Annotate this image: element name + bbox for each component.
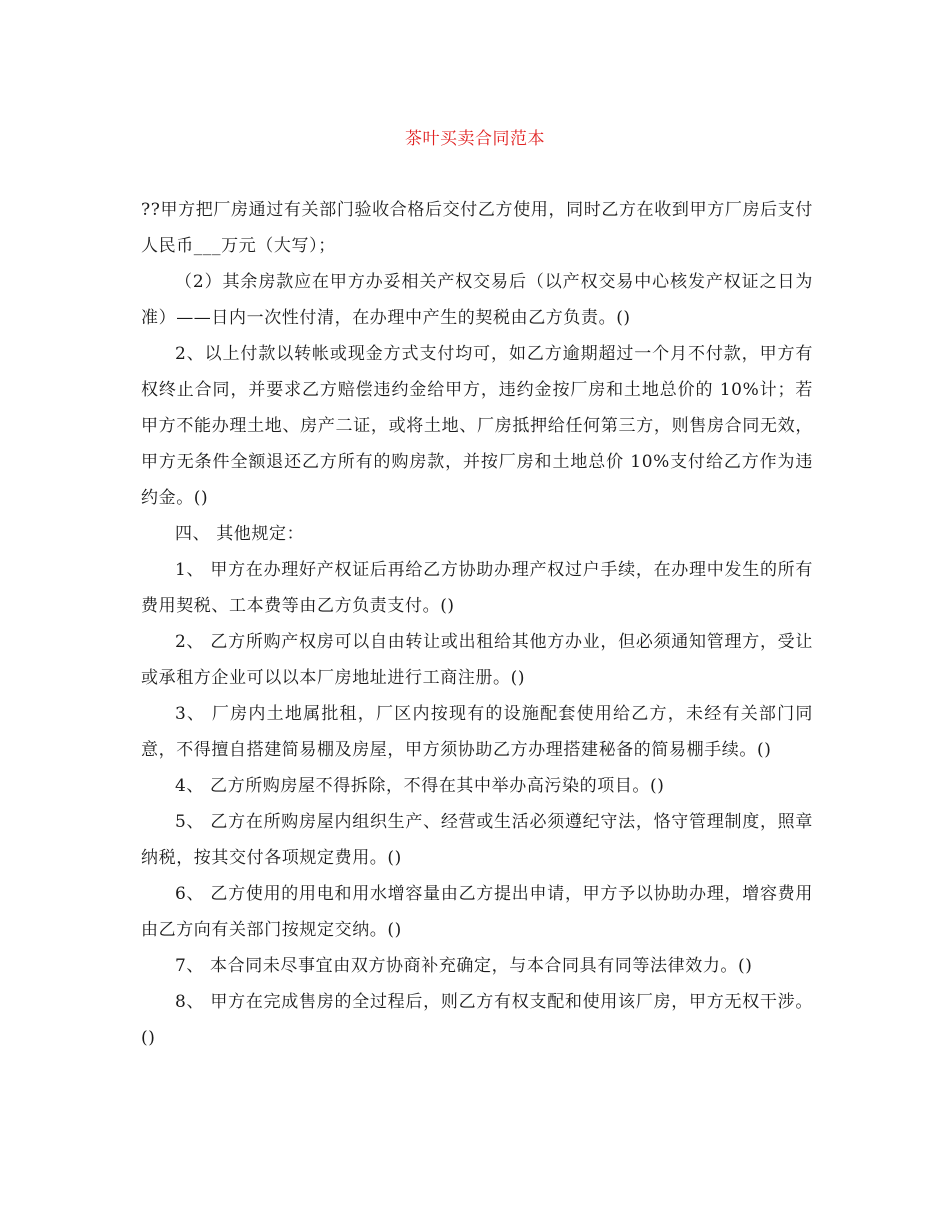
clause-3: 3、 厂房内土地属批租，厂区内按现有的设施配套使用给乙方，未经有关部门同意，不得擅自搭建简易棚及房屋，甲方须协助乙方办理搭建秘备的简易棚手续。() — [141, 704, 813, 760]
clause-8: 8、 甲方在完成售房的全过程后，则乙方有权支配和使用该厂房，甲方无权干涉。() — [141, 992, 813, 1048]
document-title: 茶叶买卖合同范本 — [405, 129, 545, 149]
clause-5: 5、 乙方在所购房屋内组织生产、经营或生活必须遵纪守法，恪守管理制度，照章纳税，按其交付各项规定费用。() — [141, 812, 813, 868]
clause-6: 6、 乙方使用的用电和用水增容量由乙方提出申请，甲方予以协助办理，增容费用由乙方向有关部门按规定交纳。() — [141, 884, 813, 940]
section-heading-other-rules: 四、 其他规定： — [175, 524, 305, 544]
clause-1: 1、 甲方在办理好产权证后再给乙方协助办理产权过户手续，在办理中发生的所有费用契税、工本费等由乙方负责支付。() — [141, 560, 813, 616]
clause-4: 4、 乙方所购房屋不得拆除，不得在其中举办高污染的项目。() — [175, 776, 665, 796]
paragraph-payment-first: ??甲方把厂房通过有关部门验收合格后交付乙方使用，同时乙方在收到甲方厂房后支付人民币___万元（大写）； — [141, 200, 813, 256]
paragraph-payment-terms: 2、以上付款以转帐或现金方式支付均可，如乙方逾期超过一个月不付款，甲方有权终止合同，并要求乙方赔偿违约金给甲方，违约金按厂房和土地总价的 10%计；若甲方不能办理土地、房产二证，或将土地、厂房抵押给任何第三方，则售房合同无效，甲方无条件全额退还乙方所有的购房款，并按厂房和土地总价 10%支付给乙方作为违约金。() — [141, 344, 813, 508]
document-body — [141, 192, 813, 1056]
paragraph-remaining-payment: （2）其余房款应在甲方办妥相关产权交易后（以产权交易中心核发产权证之日为准）——日内一次性付清，在办理中产生的契税由乙方负责。() — [141, 272, 813, 328]
clause-2: 2、 乙方所购产权房可以自由转让或出租给其他方办业，但必须通知管理方，受让或承租方企业可以以本厂房地址进行工商注册。() — [141, 632, 813, 688]
clause-7: 7、 本合同未尽事宜由双方协商补充确定，与本合同具有同等法律效力。() — [175, 956, 753, 976]
